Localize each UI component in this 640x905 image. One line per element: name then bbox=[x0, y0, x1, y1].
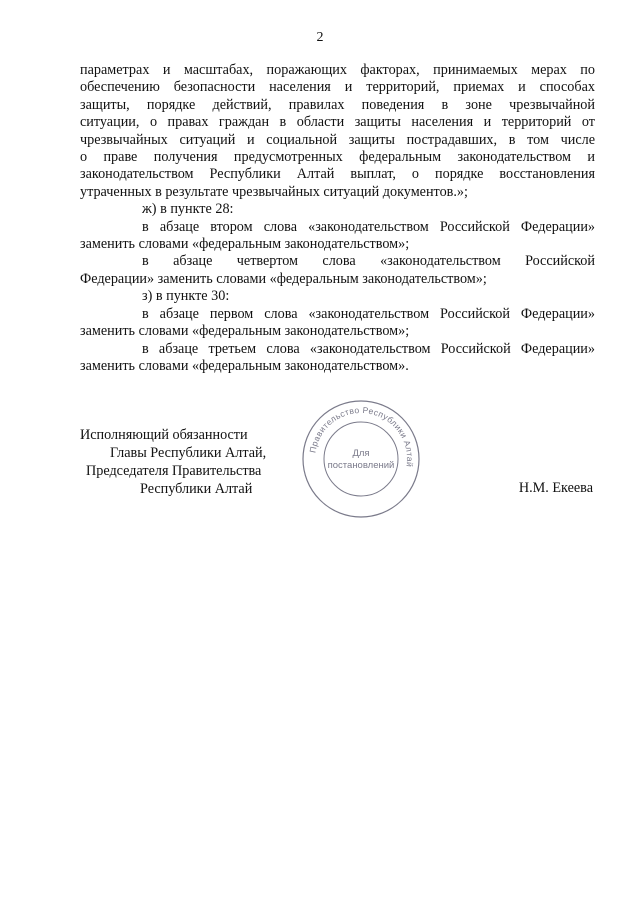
signer-title-line: Председателя Правительства bbox=[86, 463, 262, 479]
paragraph-amend-fourth bbox=[80, 253, 595, 288]
official-stamp-seal bbox=[300, 398, 422, 520]
paragraph-amend-third: в абзаце третьем слова «законодательством Российской Федерации» заменить словами «федеральным законодательством». bbox=[80, 340, 595, 374]
text-line: Федерации» заменить словами «федеральным законодательством»; bbox=[80, 270, 487, 287]
paragraph-continuation bbox=[80, 62, 595, 201]
document-body bbox=[80, 62, 595, 375]
stamp-center-text: Для bbox=[352, 448, 370, 459]
text-line: ситуации, о правах граждан в области защиты населения и территорий от bbox=[80, 114, 595, 131]
paragraph-item-z: з) в пункте 30: bbox=[142, 288, 230, 305]
page-number: 2 bbox=[316, 30, 324, 45]
signature-title-block bbox=[80, 426, 266, 498]
stamp-inner-ring bbox=[324, 422, 398, 496]
paragraph-item-zh: ж) в пункте 28: bbox=[142, 201, 234, 218]
paragraph-amend-second: в абзаце втором слова «законодательством Российской Федерации» заменить словами «федеральным законодательством»; bbox=[80, 218, 595, 253]
text-line: в абзаце четвертом слова «законодательством Российской bbox=[142, 253, 595, 270]
signer-title-line: Главы Республики Алтай, bbox=[110, 445, 267, 461]
text-line: чрезвычайных ситуаций и социальной защиты пострадавших, в том числе bbox=[80, 131, 595, 148]
stamp-outer-ring bbox=[303, 401, 419, 517]
signer-name: Н.М. Екеева bbox=[518, 480, 593, 496]
signer-title-line: Исполняющий обязанности bbox=[80, 427, 248, 443]
text-line: утраченных в результате чрезвычайных ситуаций документов.»; bbox=[80, 183, 468, 200]
text-line: параметрах и масштабах, поражающих факторах, принимаемых мерах по bbox=[80, 62, 595, 78]
text-line: обеспечению безопасности населения и территорий, приемах и способах bbox=[80, 79, 595, 96]
stamp-center-text: постановлений bbox=[327, 460, 395, 471]
text-line: о праве получения предусмотренных федеральным законодательством и bbox=[80, 149, 595, 166]
paragraph-amend-first: в абзаце первом слова «законодательством Российской Федерации» заменить словами «федеральным законодательством»; bbox=[80, 305, 595, 340]
signer-title-line: Республики Алтай bbox=[140, 481, 253, 497]
text-line: защиты, порядке действий, правилах поведения в зоне чрезвычайной bbox=[80, 96, 595, 113]
text-line: законодательством Республики Алтай выплат, о порядке восстановления bbox=[80, 166, 595, 183]
stamp-ring-text: Правительство Республики Алтай bbox=[307, 404, 416, 468]
